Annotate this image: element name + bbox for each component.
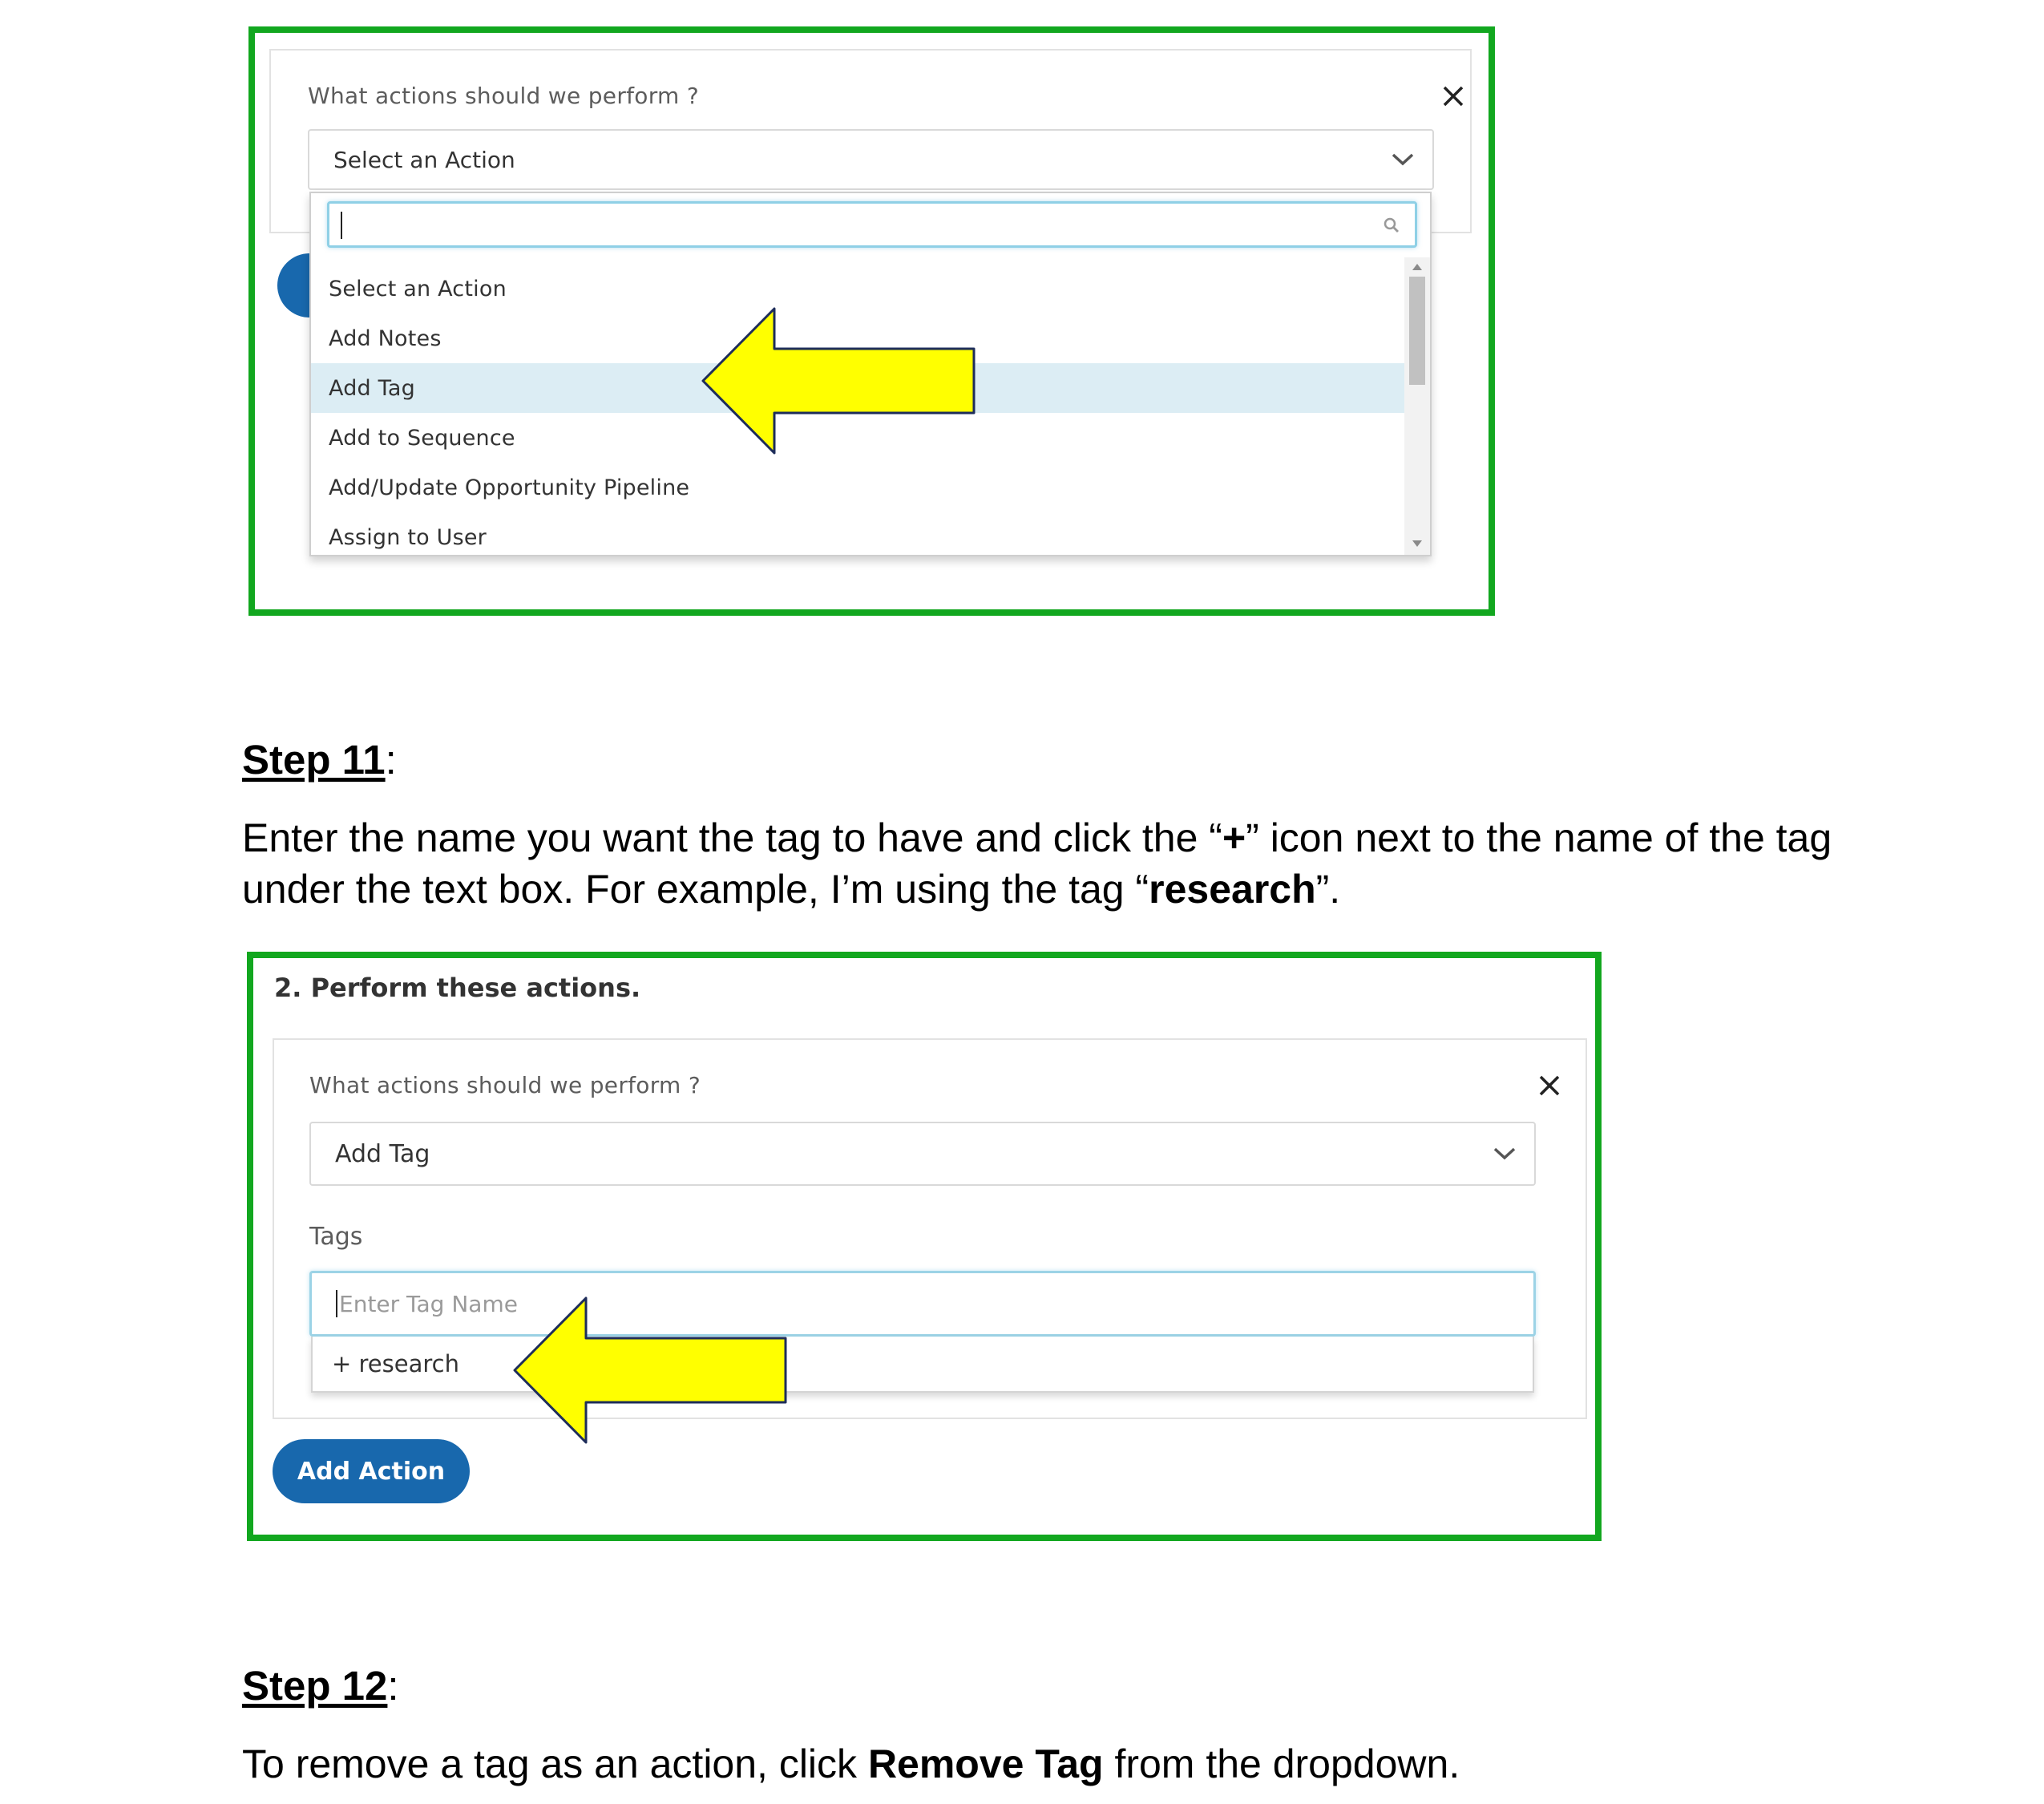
- scroll-up-icon[interactable]: [1412, 264, 1422, 270]
- tag-suggestion-label: + research: [332, 1350, 459, 1377]
- scroll-thumb[interactable]: [1409, 277, 1425, 385]
- option-assign-to-user[interactable]: Assign to User: [329, 524, 487, 550]
- text-caret: [336, 1290, 337, 1317]
- action-search-input[interactable]: [327, 201, 1417, 248]
- step-11-paragraph: Enter the name you want the tag to have and click the “+” icon next to the name of the tag under the text box. For example, I’m using the tag “research”.: [242, 815, 1832, 912]
- add-action-button[interactable]: [273, 1439, 470, 1503]
- option-add-tag[interactable]: Add Tag: [311, 363, 1404, 413]
- text-caret: [341, 212, 342, 239]
- scroll-down-icon[interactable]: [1412, 540, 1422, 547]
- step-11-heading: Step 11:: [242, 737, 397, 783]
- tags-label: Tags: [309, 1223, 363, 1251]
- option-select-an-action[interactable]: Select an Action: [329, 276, 507, 301]
- step-12-heading: Step 12:: [242, 1663, 399, 1709]
- action-select-value: Select an Action: [333, 146, 515, 173]
- option-add-update-opportunity-pipeline[interactable]: Add/Update Opportunity Pipeline: [329, 475, 690, 500]
- action-question-label: What actions should we perform ?: [309, 1072, 701, 1098]
- option-add-notes[interactable]: Add Notes: [329, 326, 442, 351]
- action-question-label: What actions should we perform ?: [308, 83, 699, 109]
- screenshot-frame-action-dropdown: [248, 26, 1495, 616]
- chevron-down-icon: [1391, 152, 1415, 167]
- step-12-paragraph: To remove a tag as an action, click Remove Tag from the dropdown.: [242, 1741, 1460, 1786]
- tag-name-input[interactable]: [309, 1271, 1536, 1337]
- option-add-to-sequence[interactable]: Add to Sequence: [329, 425, 515, 451]
- arrow-pointer-icon: [700, 305, 988, 458]
- action-select[interactable]: [309, 1122, 1536, 1186]
- tag-suggestion-research[interactable]: [311, 1337, 1534, 1393]
- action-select[interactable]: [308, 129, 1434, 190]
- chevron-down-icon: [1493, 1147, 1517, 1161]
- tag-name-placeholder: Enter Tag Name: [339, 1290, 518, 1317]
- search-icon: [1383, 216, 1400, 234]
- screenshot-frame-add-tag: [247, 952, 1602, 1541]
- action-select-value: Add Tag: [335, 1139, 430, 1168]
- add-action-label: Add Action: [297, 1457, 446, 1486]
- section-title: 2. Perform these actions.: [274, 973, 641, 1003]
- options-scrollbar[interactable]: [1404, 257, 1430, 555]
- arrow-pointer-icon: [511, 1295, 800, 1447]
- close-icon[interactable]: [1440, 83, 1467, 110]
- close-icon[interactable]: [1536, 1072, 1563, 1099]
